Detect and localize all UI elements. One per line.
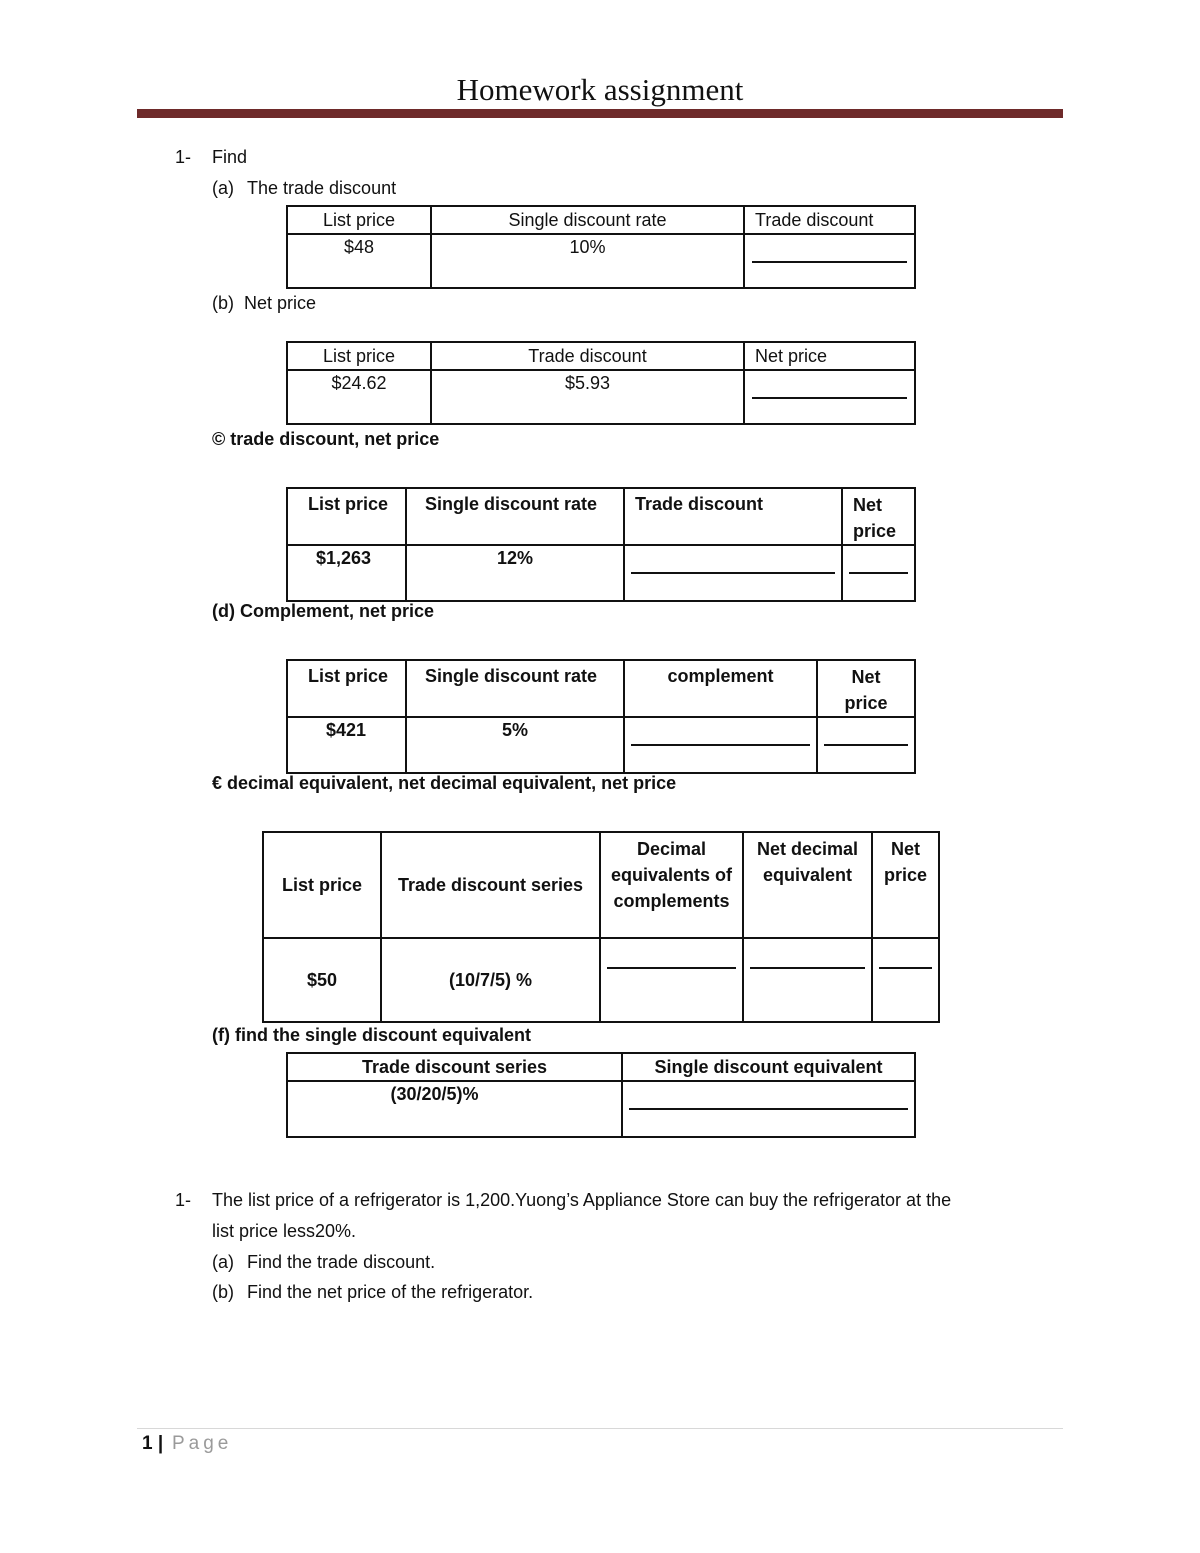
table-d-cell-rate: 5% [406, 717, 624, 773]
table-d-header-complement: complement [624, 660, 817, 717]
table-d-header-list-price: List price [287, 660, 406, 717]
table-a-header-rate: Single discount rate [431, 206, 744, 234]
answer-blank [849, 572, 908, 574]
part-b-title: Net price [244, 293, 317, 313]
table-d-header-rate: Single discount rate [406, 660, 624, 717]
title-rule [137, 109, 1063, 118]
page-label: Page [172, 1433, 233, 1454]
table-b-cell-list-price: $24.62 [287, 370, 431, 424]
table-e-cell-list-price: $50 [263, 938, 381, 1022]
part-f-title: (f) find the single discount equivalent [212, 1025, 532, 1045]
table-a-answer-cell [744, 234, 915, 288]
table-a-header-trade-discount: Trade discount [744, 206, 915, 234]
table-e-cell-series: (10/7/5) % [381, 938, 600, 1022]
part-c-title: © trade discount, net price [212, 429, 440, 449]
q1-number: 1- [175, 147, 192, 167]
table-e-header-series: Trade discount series [381, 832, 600, 938]
table-a-cell-rate: 10% [431, 234, 744, 288]
part-a-title: The trade discount [247, 178, 397, 198]
part-e-title: € decimal equivalent, net decimal equivalent, net price [212, 773, 677, 793]
table-e-header-net-decimal: Net decimal equivalent [743, 832, 872, 938]
table-f-header-single-equivalent: Single discount equivalent [622, 1053, 915, 1081]
table-d-cell-list-price: $421 [287, 717, 406, 773]
table-f-answer-cell [622, 1081, 915, 1137]
table-f [286, 1052, 916, 1138]
table-e-header-net-price: Net price [872, 832, 939, 938]
q1-heading: Find [212, 147, 248, 167]
table-c-header-list-price: List price [287, 488, 406, 545]
q2-b-label: (b) [212, 1282, 234, 1302]
q2-b-text: Find the net price of the refrigerator. [247, 1282, 534, 1302]
answer-blank [879, 967, 932, 969]
table-e [262, 831, 940, 1023]
page-number [142, 1433, 163, 1455]
table-f-cell-series: (30/20/5)% [287, 1081, 622, 1137]
table-e-answer-net-price [872, 938, 939, 1022]
table-c-header-trade-discount: Trade discount [624, 488, 842, 545]
table-a [286, 205, 916, 289]
answer-blank [750, 967, 865, 969]
table-b-header-net-price: Net price [744, 342, 915, 370]
table-e-answer-net-decimal [743, 938, 872, 1022]
page-title: Homework assignment [456, 72, 744, 107]
q2-text-line1: The list price of a refrigerator is 1,200.Yuong’s Appliance Store can buy the refrigerator at the [212, 1190, 952, 1210]
table-c-cell-rate: 12% [406, 545, 624, 601]
q2-text-line2: list price less20%. [212, 1221, 357, 1241]
answer-blank [631, 572, 835, 574]
table-d-answer-net-price [817, 717, 915, 773]
table-c-header-net-price: Net price [842, 488, 915, 545]
page-separator: | [157, 1433, 164, 1454]
answer-blank [631, 744, 810, 746]
answer-blank [752, 397, 907, 399]
table-c [286, 487, 916, 602]
footer-rule [137, 1428, 1063, 1429]
table-c-answer-net-price [842, 545, 915, 601]
table-e-answer-decimal-equivalents [600, 938, 743, 1022]
table-d [286, 659, 916, 774]
table-b-header-list-price: List price [287, 342, 431, 370]
page-number-value: 1 [142, 1433, 153, 1454]
table-c-answer-trade-discount [624, 545, 842, 601]
table-f-header-series: Trade discount series [287, 1053, 622, 1081]
table-a-cell-list-price: $48 [287, 234, 431, 288]
part-d-title: (d) Complement, net price [212, 601, 435, 621]
table-d-header-net-price: Net price [817, 660, 915, 717]
table-d-answer-complement [624, 717, 817, 773]
q2-a-label: (a) [212, 1252, 234, 1272]
q2-a-text: Find the trade discount. [247, 1252, 436, 1272]
part-b-label: (b) [212, 293, 234, 313]
answer-blank [607, 967, 736, 969]
part-a-label: (a) [212, 178, 234, 198]
table-b-cell-trade-discount: $5.93 [431, 370, 744, 424]
table-b-answer-cell [744, 370, 915, 424]
table-c-header-rate: Single discount rate [406, 488, 624, 545]
table-e-header-decimal-equivalents: Decimal equivalents of complements [600, 832, 743, 938]
table-a-header-list-price: List price [287, 206, 431, 234]
answer-blank [824, 744, 908, 746]
table-b [286, 341, 916, 425]
table-b-header-trade-discount: Trade discount [431, 342, 744, 370]
answer-blank [752, 261, 907, 263]
q2-number: 1- [175, 1190, 192, 1210]
table-c-cell-list-price: $1,263 [287, 545, 406, 601]
answer-blank [629, 1108, 908, 1110]
table-e-header-list-price: List price [263, 832, 381, 938]
